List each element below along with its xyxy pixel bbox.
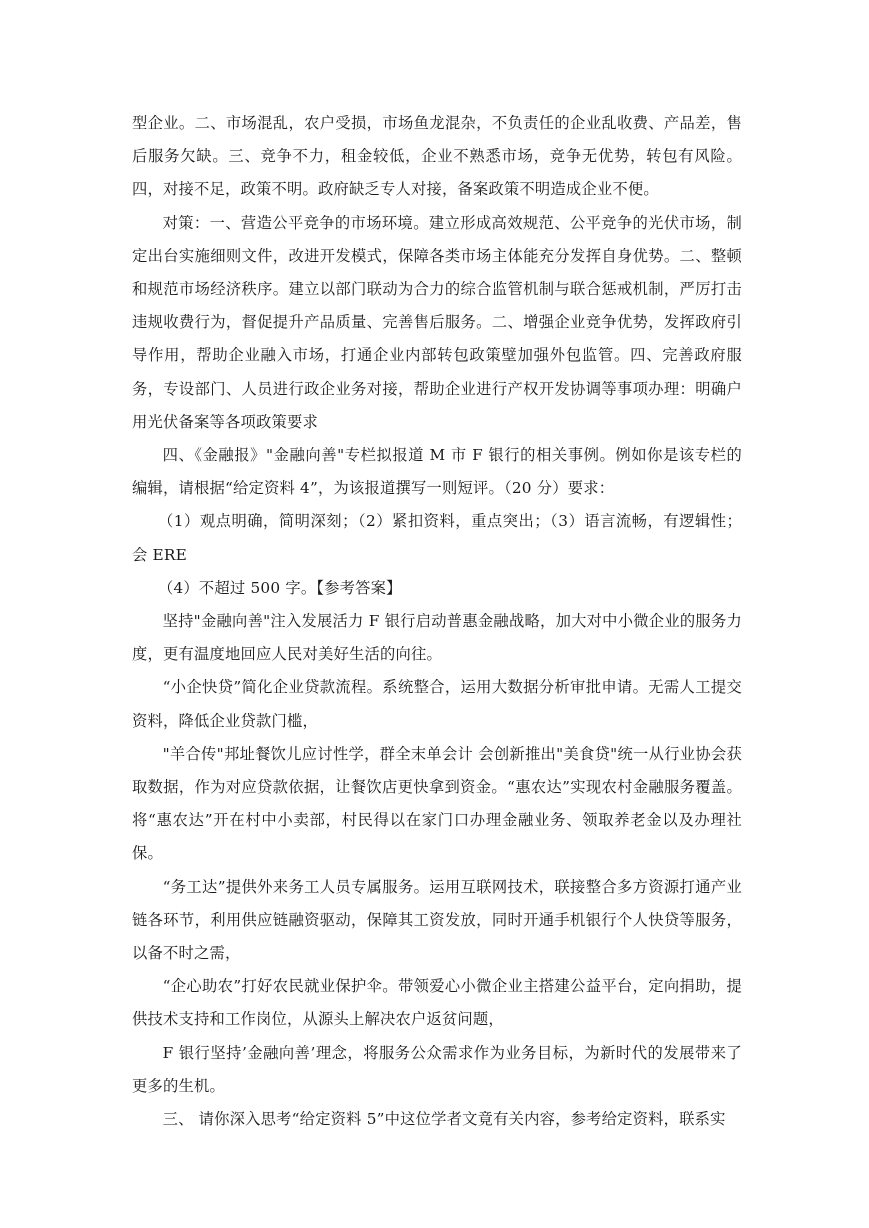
paragraph-answer-intro: 坚持"金融向善"注入发展活力 F 银行启动普惠金融战略，加大对中小微企业的服务力度，更有温度地回应人民对美好生活的向往。 (132, 612, 742, 664)
paragraph-requirement-4: （4）不超过 500 字。【参考答案】 (158, 578, 402, 597)
paragraph-migrant-workers: “务工达”提供外来务工人员专属服务。运用互联网技术，联接整合多方资源打通产业链各环节，利用供应链融资驱动，保障其工资发放，同时开通手机银行个人快贷等服务，以备不时之需， (132, 877, 742, 963)
paragraph-problems-continued: 型企业。二、市场混乱，农户受损，市场鱼龙混杂，不负责任的企业乱收费、产品差，售后服务欠缺。三、竞争不力，租金较低，企业不熟悉市场，竞争无优势，转包有风险。四，对接不足，政策不明。政府缺乏专人对接，备案政策不明造成企业不便。 (132, 114, 742, 199)
paragraph-help-farmers: “企心助农”打好农民就业保护伞。带领爱心小微企业主搭建公益平台，定向捐助，提供技术支持和工作岗位，从源头上解决农户返贫问题， (132, 977, 742, 1029)
paragraph-requirements-1-3: （1）观点明确，简明深刻；（2）紧扣资料，重点突出；（3）语言流畅，有逻辑性；会 ERE (132, 512, 742, 564)
paragraph-food-loan: "羊合传"邦址餐饮儿应讨性学，群全末单会计 会创新推出"美食贷"统一从行业协会获取数据，作为对应贷款依据，让餐饮店更快拿到资金。“惠农达”实现农村金融服务覆盖。将“惠农达”开在村中小卖部，村民得以在家门口办理金融业务、领取养老金以及办理社保。 (132, 744, 742, 863)
paragraph-countermeasures: 对策：一、营造公平竞争的市场环境。建立形成高效规范、公平竞争的光伏市场，制定出台实施细则文件，改进开发模式，保障各类市场主体能充分发挥自身优势。二、整顿和规范市场经济秩序。建立以部门联动为合力的综合监管机制与联合惩戒机制，严厉打击违规收费行为，督促提升产品质量、完善售后服务。二、增强企业竞争优势，发挥政府引导作用，帮助企业融入市场，打通企业内部转包政策壁加强外包监管。四、完善政府服务，专设部门、人员进行政企业务对接，帮助企业进行产权开发协调等事项办理：明确户用光伏备案等各项政策要求 (132, 213, 742, 431)
document-body (132, 107, 742, 1136)
paragraph-question-four: 四、《金融报》"金融向善"专栏拟报道 M 市 F 银行的相关事例。例如你是该专栏的编辑，请根据“给定资料 4”，为该报道撰写一则短评。（20 分）要求： (132, 446, 742, 498)
paragraph-conclusion: F 银行坚持’金融向善’理念，将服务公众需求作为业务目标，为新时代的发展带来了更多的生机。 (132, 1043, 742, 1095)
paragraph-small-business-loan: “小企快贷”简化企业贷款流程。系统整合，运用大数据分析审批申请。无需人工提交资料，降低企业贷款门槛， (132, 678, 742, 730)
paragraph-question-three: 三、 请你深入思考“给定资料 5”中这位学者文竟有关内容，参考给定资料，联系实 (162, 1110, 726, 1129)
